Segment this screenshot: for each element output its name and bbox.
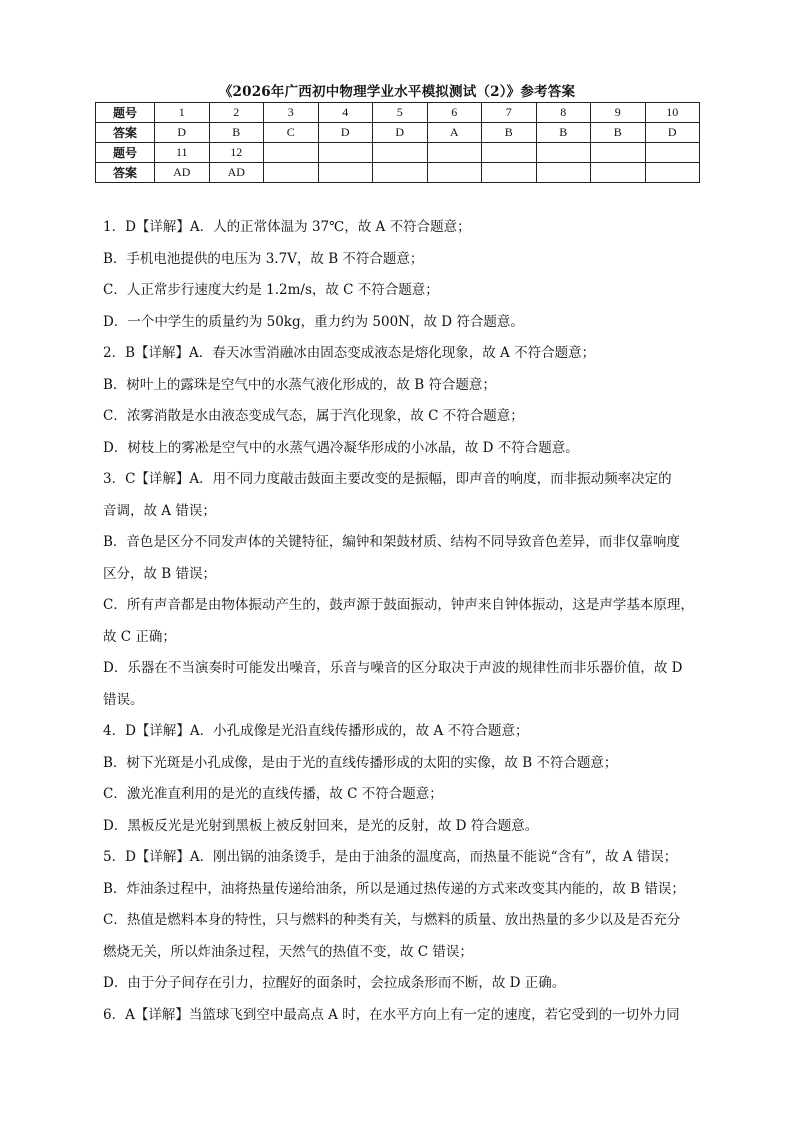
row-label: 题号 [96, 143, 155, 163]
table-cell: AD [209, 163, 264, 183]
table-cell [373, 163, 428, 183]
table-cell: B [536, 123, 591, 143]
table-cell: 9 [591, 103, 646, 123]
explanation-line: 燃烧无关，所以炸油条过程，天然气的热值不变，故 C 错误； [103, 943, 473, 960]
table-cell: 6 [427, 103, 482, 123]
explanation-line: C．人正常步行速度大约是 1.2m/s，故 C 不符合题意； [103, 282, 439, 298]
table-cell: 5 [373, 103, 428, 123]
table-cell: D [318, 123, 373, 143]
page-title: 《2026年广西初中物理学业水平模拟测试（2）》参考答案 [218, 84, 576, 100]
table-cell: 12 [209, 143, 264, 163]
explanation-line: 4．D【详解】A．小孔成像是光沿直线传播形成的，故 A 不符合题意； [103, 723, 529, 739]
explanation-line: B．音色是区分不同发声体的关键特征，编钟和架鼓材质、结构不同导致音色差异，而非仅靠响度 [103, 534, 680, 550]
table-cell: 1 [155, 103, 210, 123]
explanation-line: D．乐器在不当演奏时可能发出噪音，乐音与噪音的区分取决于声波的规律性而非乐器价值，故 D [103, 660, 683, 676]
table-cell: 10 [645, 103, 700, 123]
row-label: 答案 [96, 123, 155, 143]
table-cell: 7 [482, 103, 537, 123]
table-cell: C [264, 123, 319, 143]
table-row [96, 123, 700, 143]
explanation-line: B．树下光斑是小孔成像，是由于光的直线传播形成的太阳的实像，故 B 不符合题意； [103, 754, 618, 771]
explanation-line: B．树叶上的露珠是空气中的水蒸气液化形成的，故 B 符合题意； [103, 376, 496, 393]
explanation-line: 错误。 [103, 691, 144, 708]
table-cell: AD [155, 163, 210, 183]
table-row [96, 103, 700, 123]
explanation-line: D．一个中学生的质量约为 50kg，重力约为 500N，故 D 符合题意。 [103, 313, 524, 330]
row-label: 题号 [96, 103, 155, 123]
explanation-line: B．炸油条过程中，油将热量传递给油条，所以是通过热传递的方式来改变其内能的，故 B 错误； [103, 880, 685, 897]
table-cell [645, 163, 700, 183]
table-cell [536, 143, 591, 163]
explanation-line: D．黑板反光是光射到黑板上被反射回来，是光的反射，故 D 符合题意。 [103, 817, 539, 834]
explanation-line: C．热值是燃料本身的特性，只与燃料的种类有关，与燃料的质量、放出热量的多少以及是否充分 [103, 912, 681, 928]
explanation-line: C．激光准直利用的是光的直线传播，故 C 不符合题意； [103, 786, 443, 802]
table-cell: 2 [209, 103, 264, 123]
explanation-line: B．手机电池提供的电压为 3.7V，故 B 不符合题意； [103, 250, 424, 267]
answer-table [95, 102, 700, 183]
table-cell [427, 143, 482, 163]
explanation-line: C．所有声音都是由物体振动产生的，鼓声源于鼓面振动，钟声来自钟体振动，这是声学基本原理， [103, 597, 694, 613]
explanation-line: C．浓雾消散是水由液态变成气态，属于汽化现象，故 C 不符合题意； [103, 408, 524, 424]
table-cell: 8 [536, 103, 591, 123]
table-cell: 11 [155, 143, 210, 163]
explanation-line: D．树枝上的雾凇是空气中的水蒸气遇冷凝华形成的小冰晶，故 D 不符合题意。 [103, 439, 579, 456]
table-cell [318, 143, 373, 163]
table-cell [264, 143, 319, 163]
table-cell: 3 [264, 103, 319, 123]
explanation-line: 2．B【详解】A．春天冰雪消融冰由固态变成液态是熔化现象，故 A 不符合题意； [103, 345, 596, 361]
table-cell: 4 [318, 103, 373, 123]
table-cell [591, 143, 646, 163]
table-cell [318, 163, 373, 183]
table-cell: D [155, 123, 210, 143]
row-label: 答案 [96, 163, 155, 183]
explanation-line: D．由于分子间存在引力，拉醒好的面条时，会拉成条形而不断，故 D 正确。 [103, 975, 566, 991]
answer-explanations [103, 212, 695, 1031]
table-cell [591, 163, 646, 183]
explanation-line: 音调，故 A 错误； [103, 502, 216, 519]
table-cell: D [373, 123, 428, 143]
explanation-line: 故 C 正确； [103, 628, 176, 645]
table-cell [264, 163, 319, 183]
table-row [96, 143, 700, 163]
table-cell [427, 163, 482, 183]
table-cell [536, 163, 591, 183]
table-row [96, 163, 700, 183]
explanation-line: 1．D【详解】A．人的正常体温为 37℃，故 A 不符合题意； [103, 219, 471, 235]
table-cell [482, 143, 537, 163]
explanation-line: 6．A【详解】当篮球飞到空中最高点 A 时，在水平方向上有一定的速度，若它受到的一切外力同 [103, 1006, 680, 1023]
explanation-line: 区分，故 B 错误； [103, 565, 217, 582]
table-cell: B [591, 123, 646, 143]
explanation-line: 5．D【详解】A．刚出锅的油条烫手，是由于油条的温度高，而热量不能说“含有”，故 A 错误； [103, 849, 678, 865]
table-cell [373, 143, 428, 163]
table-cell [482, 163, 537, 183]
table-cell: A [427, 123, 482, 143]
table-cell [645, 143, 700, 163]
table-cell: D [645, 123, 700, 143]
table-cell: B [209, 123, 264, 143]
table-cell: B [482, 123, 537, 143]
explanation-line: 3．C【详解】A．用不同力度敲击鼓面主要改变的是振幅，即声音的响度，而非振动频率决定的 [103, 471, 672, 487]
